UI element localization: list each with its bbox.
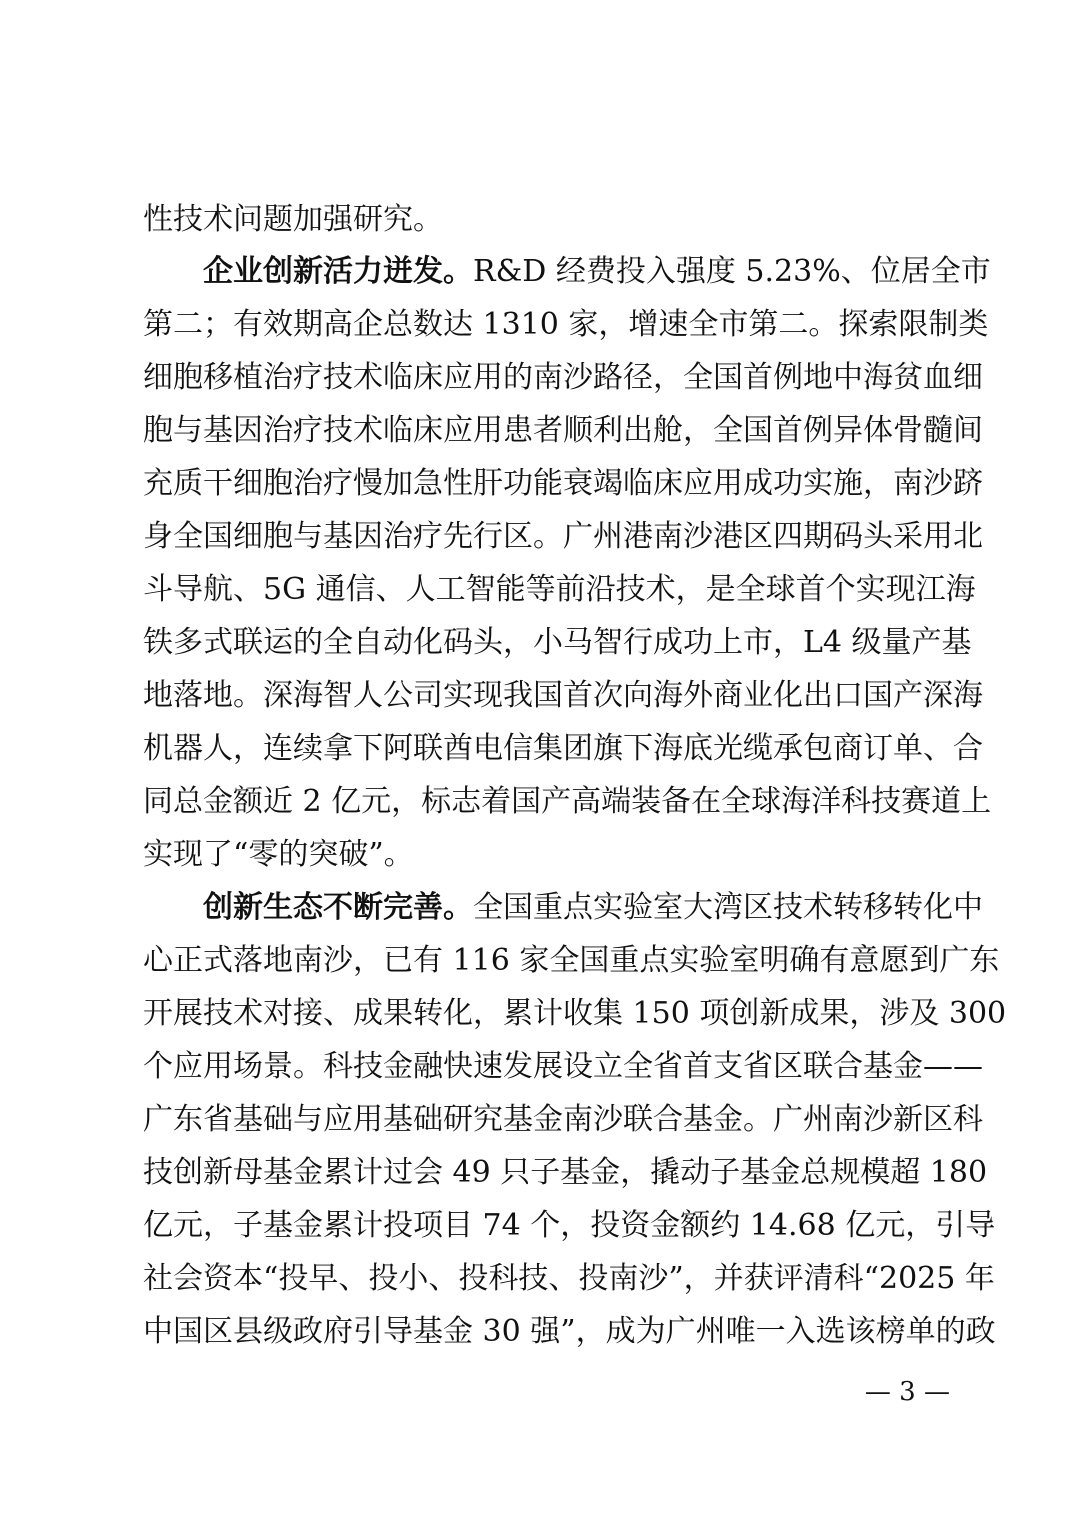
- paragraph-line: 亿元，子基金累计投项目 74 个，投资金额约 14.68 亿元，引导: [143, 1208, 996, 1243]
- paragraph-line: 中国区县级政府引导基金 30 强”，成为广州唯一入选该榜单的政: [143, 1314, 996, 1349]
- paragraph-line: 胞与基因治疗技术临床应用患者顺利出舱，全国首例异体骨髓间: [143, 413, 983, 448]
- paragraph-line: [203, 246, 991, 298]
- paragraph-line: 广东省基础与应用基础研究基金南沙联合基金。广州南沙新区科: [143, 1102, 983, 1137]
- paragraph-line: 斗导航、5G 通信、人工智能等前沿技术，是全球首个实现江海: [143, 572, 976, 607]
- paragraph-lead: 创新生态不断完善。: [203, 890, 473, 925]
- paragraph-line: 同总金额近 2 亿元，标志着国产高端装备在全球海洋科技赛道上: [143, 784, 992, 819]
- paragraph-text: 全国重点实验室大湾区技术转移转化中: [473, 890, 983, 925]
- paragraph-line: 身全国细胞与基因治疗先行区。广州港南沙港区四期码头采用北: [143, 519, 983, 554]
- paragraph-line: 充质干细胞治疗慢加急性肝功能衰竭临床应用成功实施，南沙跻: [143, 466, 983, 501]
- paragraph-text: R&D 经费投入强度 5.23%、位居全市: [473, 254, 991, 289]
- paragraph-line: 第二；有效期高企总数达 1310 家，增速全市第二。探索限制类: [143, 307, 989, 342]
- page-number: — 3 —: [864, 1377, 950, 1407]
- paragraph-line: 社会资本“投早、投小、投科技、投南沙”，并获评清科“2025 年: [143, 1261, 995, 1296]
- paragraph-lead: 企业创新活力迸发。: [203, 254, 473, 289]
- paragraph-line: 细胞移植治疗技术临床应用的南沙路径，全国首例地中海贫血细: [143, 360, 983, 395]
- paragraph-line: 开展技术对接、成果转化，累计收集 150 项创新成果，涉及 300: [143, 996, 1007, 1031]
- paragraph-line: 地落地。深海智人公司实现我国首次向海外商业化出口国产深海: [143, 678, 983, 713]
- paragraph-line: 个应用场景。科技金融快速发展设立全省首支省区联合基金——: [143, 1049, 983, 1084]
- paragraph-line: 性技术问题加强研究。: [143, 202, 443, 237]
- paragraph-line: [203, 882, 983, 934]
- paragraph-line: 技创新母基金累计过会 49 只子基金，撬动子基金总规模超 180: [143, 1155, 988, 1190]
- paragraph-line: 铁多式联运的全自动化码头，小马智行成功上市，L4 级量产基: [143, 625, 972, 660]
- paragraph-line: 心正式落地南沙，已有 116 家全国重点实验室明确有意愿到广东: [143, 943, 1000, 978]
- paragraph-line: 实现了“零的突破”。: [143, 837, 414, 872]
- paragraph-line: 机器人，连续拿下阿联酋电信集团旗下海底光缆承包商订单、合: [143, 731, 983, 766]
